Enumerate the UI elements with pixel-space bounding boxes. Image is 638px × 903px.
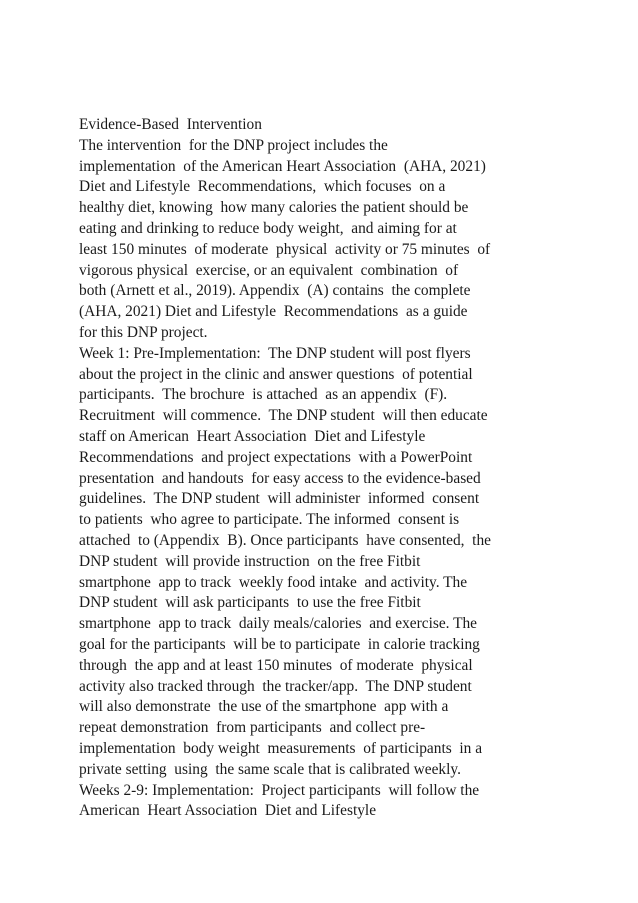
text-line: Week 1: Pre-Implementation: The DNP student will post flyers <box>79 344 471 362</box>
text-line: will also demonstrate the use of the smartphone app with a <box>79 698 449 716</box>
text-line: goal for the participants will be to participate in calorie tracking <box>79 635 480 653</box>
text-line: (AHA, 2021) Diet and Lifestyle Recommendations as a guide <box>79 303 468 321</box>
text-line: about the project in the clinic and answer questions of potential <box>79 365 473 383</box>
text-line: Weeks 2-9: Implementation: Project participants will follow the <box>79 781 480 799</box>
text-line: implementation of the American Heart Association (AHA, 2021) <box>79 157 486 175</box>
text-line: healthy diet, knowing how many calories the patient should be <box>79 199 469 217</box>
text-line: American Heart Association Diet and Lifestyle <box>79 802 377 820</box>
text-line: presentation and handouts for easy access to the evidence-based <box>79 469 481 487</box>
text-line: eating and drinking to reduce body weight, and aiming for at <box>79 219 457 237</box>
text-line: private setting using the same scale that is calibrated weekly. <box>79 760 461 778</box>
section-heading: Evidence-Based Intervention <box>79 116 262 133</box>
text-line: staff on American Heart Association Diet and Lifestyle <box>79 427 426 445</box>
text-line: DNP student will provide instruction on the free Fitbit <box>79 552 421 570</box>
text-line: smartphone app to track daily meals/calories and exercise. The <box>79 615 478 633</box>
text-line: to patients who agree to participate. The informed consent is <box>79 511 460 529</box>
text-line: activity also tracked through the tracker/app. The DNP student <box>79 677 472 695</box>
document-body <box>79 115 579 822</box>
text-line: repeat demonstration from participants and collect pre- <box>79 719 426 737</box>
text-line: least 150 minutes of moderate physical activity or 75 minutes of <box>79 240 491 258</box>
text-line: vigorous physical exercise, or an equivalent combination of <box>79 261 459 279</box>
text-line: through the app and at least 150 minutes of moderate physical <box>79 656 473 674</box>
text-line: DNP student will ask participants to use the free Fitbit <box>79 594 421 612</box>
text-line: participants. The brochure is attached as an appendix (F). <box>79 386 448 404</box>
text-line: smartphone app to track weekly food intake and activity. The <box>79 573 468 591</box>
text-line: both (Arnett et al., 2019). Appendix (A) contains the complete <box>79 282 471 300</box>
text-line: The intervention for the DNP project includes the <box>79 136 388 154</box>
text-line: implementation body weight measurements of participants in a <box>79 739 483 757</box>
text-line: Recruitment will commence. The DNP student will then educate <box>79 407 488 425</box>
text-line: guidelines. The DNP student will administer informed consent <box>79 490 480 508</box>
text-line: attached to (Appendix B). Once participants have consented, the <box>79 531 491 549</box>
text-line: Recommendations and project expectations with a PowerPoint <box>79 448 473 466</box>
text-line: Diet and Lifestyle Recommendations, which focuses on a <box>79 178 446 196</box>
text-line: for this DNP project. <box>79 323 208 341</box>
